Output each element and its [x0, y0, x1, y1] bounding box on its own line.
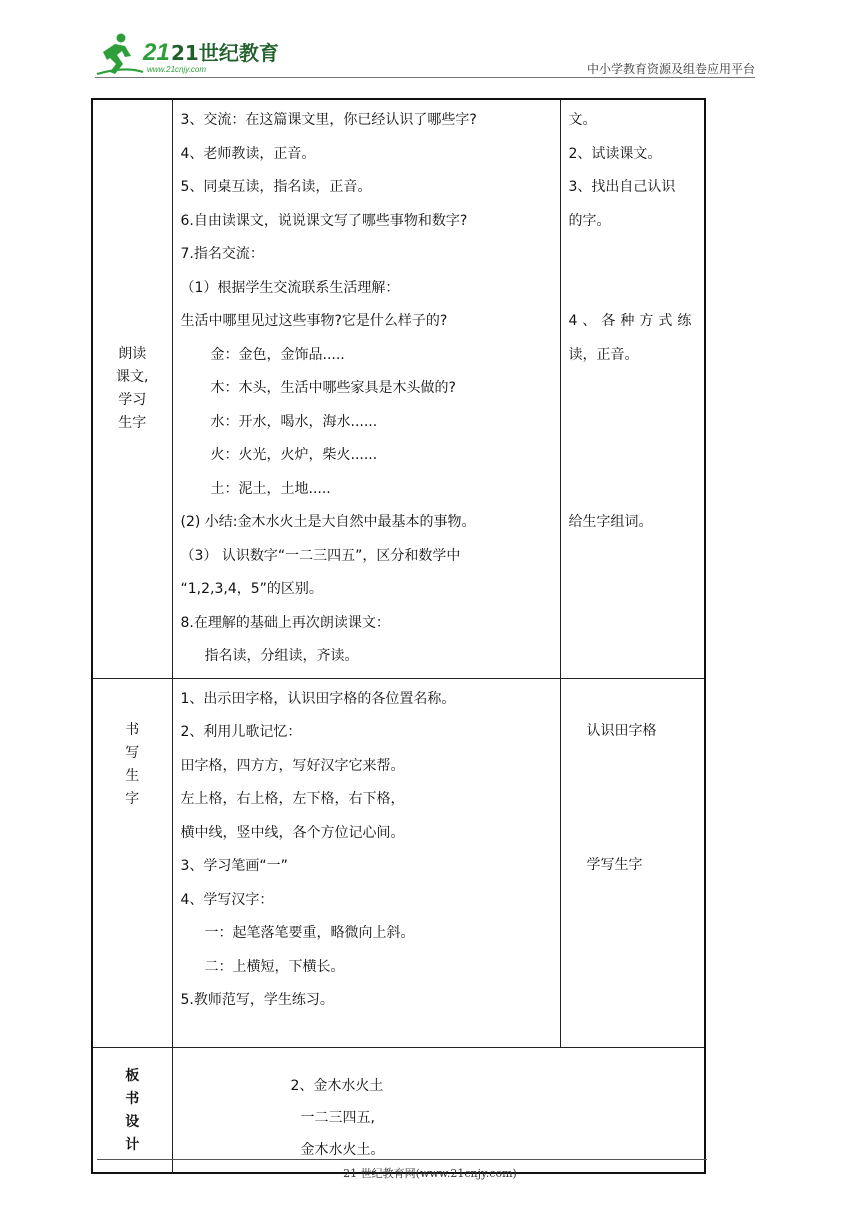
list-item: （3） 认识数字“一二三四五”，区分和数学中: [180, 547, 461, 564]
list-item: 7.指名交流：: [180, 246, 264, 262]
list-item: 读，正音。: [568, 346, 639, 363]
list-item: 3、找出自己认识: [568, 179, 676, 195]
board-line: 一二三四五,: [300, 1109, 375, 1126]
list-item: 金：金色，金饰品.....: [210, 346, 345, 363]
table-row-reading: [92, 99, 705, 678]
list-item: 3、学习笔画“一”: [180, 858, 288, 874]
svg-text:www.21cnjy.com: www.21cnjy.com: [147, 65, 206, 74]
footer-divider: [97, 1159, 707, 1160]
list-item: 2、利用儿歌记忆：: [180, 724, 302, 740]
list-item: 2、试读课文。: [568, 145, 662, 162]
list-item: 4、各种方式练: [568, 313, 697, 329]
list-item: [569, 473, 699, 507]
list-item: [569, 238, 699, 272]
teacher-activities-reading: [172, 99, 560, 678]
logo-21cnjy: [95, 30, 279, 78]
list-item: (2) 小结:金木水火土是大自然中最基本的事物。: [180, 514, 476, 530]
list-item: 8.在理解的基础上再次朗读课文：: [180, 614, 390, 631]
list-item: [569, 439, 699, 473]
list-item: 4、学写汉字：: [180, 891, 274, 908]
list-item: 文。: [568, 112, 597, 128]
footer-text: 21 世纪教育网(www.21cnjy.com): [343, 1167, 517, 1180]
table-row-board: [92, 1047, 705, 1173]
list-item: 生活中哪里见过这些事物?它是什么样子的?: [180, 313, 448, 329]
list-item: 3、交流：在这篇课文里，你已经认识了哪些字?: [180, 112, 477, 128]
list-item: 指名读，分组读，齐读。: [204, 648, 359, 664]
platform-name: 中小学教育资源及组卷应用平台: [586, 62, 755, 76]
list-item: 左上格，右上格，左下格，右下格，: [180, 791, 405, 807]
teacher-activities-writing: [172, 678, 560, 1047]
list-item: [569, 272, 699, 306]
student-activities-writing: [560, 678, 705, 1047]
svg-text:21世纪教育: 21世纪教育: [171, 41, 279, 65]
list-item: 给生字组词。: [568, 514, 653, 530]
section-label-writing: 书 写 生 字: [92, 678, 172, 1047]
list-item: 田字格，四方方，写好汉字它来帮。: [180, 757, 405, 774]
lesson-plan-table: [91, 98, 706, 1174]
list-item: （1）根据学生交流联系生活理解：: [180, 279, 400, 296]
list-item: 6.自由读课文，说说课文写了哪些事物和数字?: [180, 212, 468, 229]
list-item: 认识田字格: [586, 722, 657, 739]
list-item: 5、同桌互读，指名读，正音。: [180, 179, 372, 195]
section-label-board: 板 书 设 计: [92, 1047, 172, 1173]
header-divider: [95, 77, 755, 78]
list-item: [569, 372, 699, 406]
list-item: 木：木头，生活中哪些家具是木头做的?: [210, 380, 456, 396]
board-line: 2、金木水火土: [290, 1077, 384, 1094]
svg-text:21: 21: [143, 39, 170, 66]
list-item: 水：开水，喝水，海水......: [210, 413, 378, 430]
list-item: 1、出示田字格，认识田字格的各位置名称。: [180, 690, 456, 707]
page-header: [95, 30, 755, 78]
list-item: 的字。: [568, 212, 611, 229]
list-item: “1,2,3,4，5”的区别。: [180, 581, 323, 597]
board-design: [172, 1047, 705, 1173]
list-item: 一：起笔落笔要重，略微向上斜。: [204, 925, 415, 941]
table-row-writing: [92, 678, 705, 1047]
list-item: 横中线，竖中线，各个方位记心间。: [180, 824, 405, 841]
list-item: 4、老师教读，正音。: [180, 145, 316, 162]
list-item: 土：泥土，土地.....: [210, 480, 331, 497]
list-item: 学写生字: [586, 857, 643, 873]
list-item: 火：火光，火炉，柴火......: [210, 447, 378, 463]
list-item: 二：上横短，下横长。: [204, 958, 345, 975]
board-line: 金木水火土。: [300, 1141, 385, 1158]
section-label-reading: 朗读 课文, 学习 生字: [92, 99, 172, 678]
student-activities-reading: [560, 99, 705, 678]
list-item: [569, 406, 699, 440]
list-item: 5.教师范写，学生练习。: [180, 992, 334, 1008]
